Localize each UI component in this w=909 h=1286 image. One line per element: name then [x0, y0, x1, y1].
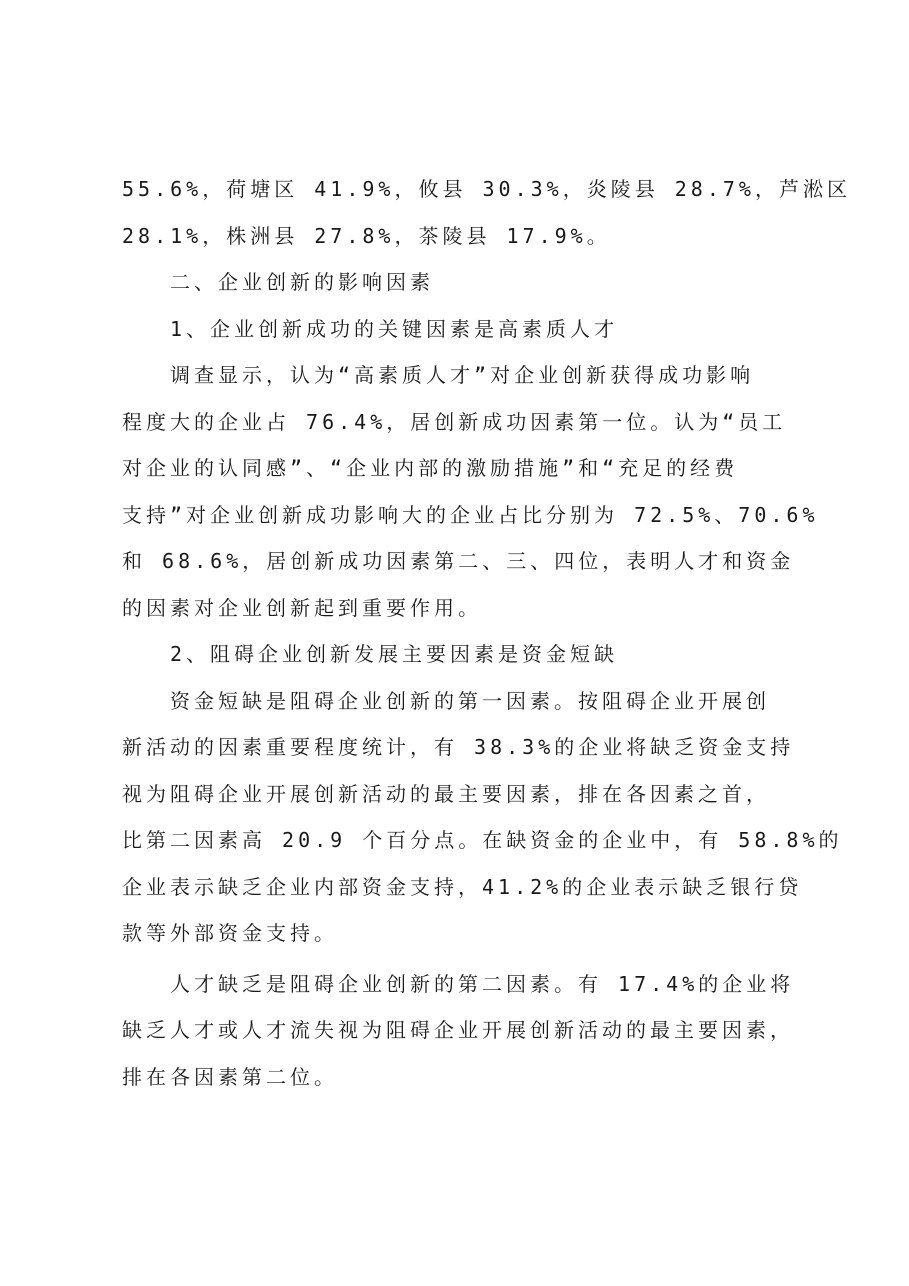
- text-line: 28.1%，株洲县 27.8%，茶陵县 17.9%。: [122, 223, 611, 248]
- text-line: 款等外部资金支持。: [122, 921, 338, 945]
- text-line: 视为阻碍企业开展创新活动的最主要因素，排在各因素之首，: [122, 781, 770, 806]
- subsection-heading: 1、企业创新成功的关键因素是高素质人才: [170, 316, 619, 341]
- text-line: 调查显示，认为“高素质人才”对企业创新获得成功影响: [170, 363, 755, 387]
- text-line: 对企业的认同感”、“企业内部的激励措施”和“充足的经费: [122, 456, 739, 480]
- text-line: 的因素对企业创新起到重要作用。: [122, 595, 482, 620]
- text-line: 比第二因素高 20.9 个百分点。在缺资金的企业中，有 58.8%的: [122, 828, 843, 852]
- section-heading: 二、企业创新的影响因素: [170, 270, 434, 294]
- text-line: 缺乏人才或人才流失视为阻碍企业开展创新活动的最主要因素，: [122, 1018, 794, 1042]
- text-line: 人才缺乏是阻碍企业创新的第二因素。有 17.4%的企业将: [170, 971, 795, 996]
- document-body: [122, 166, 851, 1100]
- subsection-heading: 2、阻碍企业创新发展主要因素是资金短缺: [170, 642, 619, 666]
- text-line: 资金短缺是阻碍企业创新的第一因素。按阻碍企业开展创: [170, 688, 770, 713]
- text-line: 程度大的企业占 76.4%，居创新成功因素第一位。认为“员工: [122, 409, 787, 434]
- text-line: 企业表示缺乏企业内部资金支持，41.2%的企业表示缺乏银行贷: [122, 874, 803, 899]
- text-line: 和 68.6%，居创新成功因素第二、三、四位，表明人才和资金: [122, 549, 795, 573]
- text-line: 支持”对企业创新成功影响大的企业占比分别为 72.5%、70.6%: [122, 502, 819, 527]
- text-line: 新活动的因素重要程度统计，有 38.3%的企业将缺乏资金支持: [122, 735, 795, 759]
- text-line: 排在各因素第二位。: [122, 1064, 338, 1089]
- text-line: 55.6%，荷塘区 41.9%，攸县 30.3%，炎陵县 28.7%，芦淞区: [122, 177, 851, 201]
